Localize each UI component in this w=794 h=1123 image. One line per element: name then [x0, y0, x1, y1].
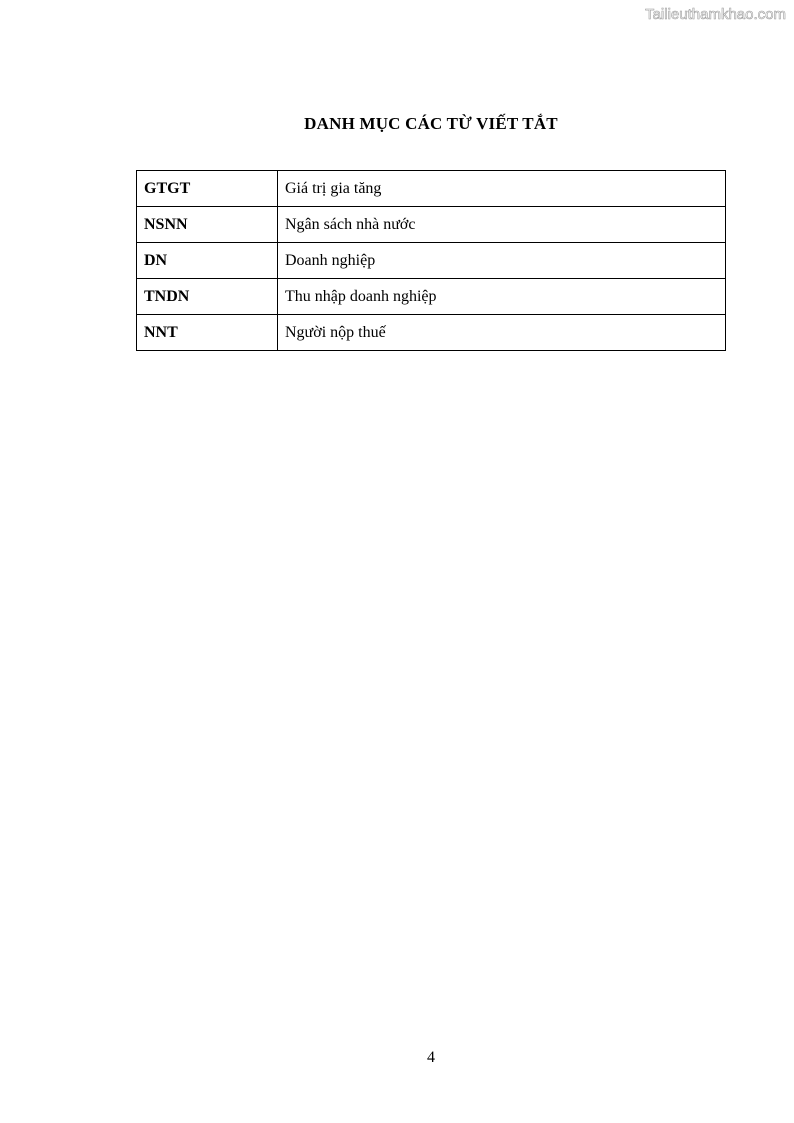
table-row [137, 315, 726, 351]
abbreviation-code: TNDN [137, 279, 278, 315]
table-row [137, 243, 726, 279]
table-row [137, 171, 726, 207]
abbreviation-meaning: Người nộp thuế [278, 315, 726, 351]
abbreviation-meaning: Ngân sách nhà nước [278, 207, 726, 243]
table-row [137, 279, 726, 315]
page-title: DANH MỤC CÁC TỪ VIẾT TẮT [304, 114, 558, 133]
abbreviation-code: NNT [137, 315, 278, 351]
abbreviation-code: GTGT [137, 171, 278, 207]
abbreviation-code: DN [137, 243, 278, 279]
abbreviation-code: NSNN [137, 207, 278, 243]
abbreviations-table [136, 170, 726, 351]
abbreviation-meaning: Thu nhập doanh nghiệp [278, 279, 726, 315]
abbreviation-meaning: Giá trị gia tăng [278, 171, 726, 207]
watermark: Tailieuthamkhao.com [645, 6, 786, 23]
table-row [137, 207, 726, 243]
page-number: 4 [427, 1049, 435, 1066]
abbreviation-meaning: Doanh nghiệp [278, 243, 726, 279]
